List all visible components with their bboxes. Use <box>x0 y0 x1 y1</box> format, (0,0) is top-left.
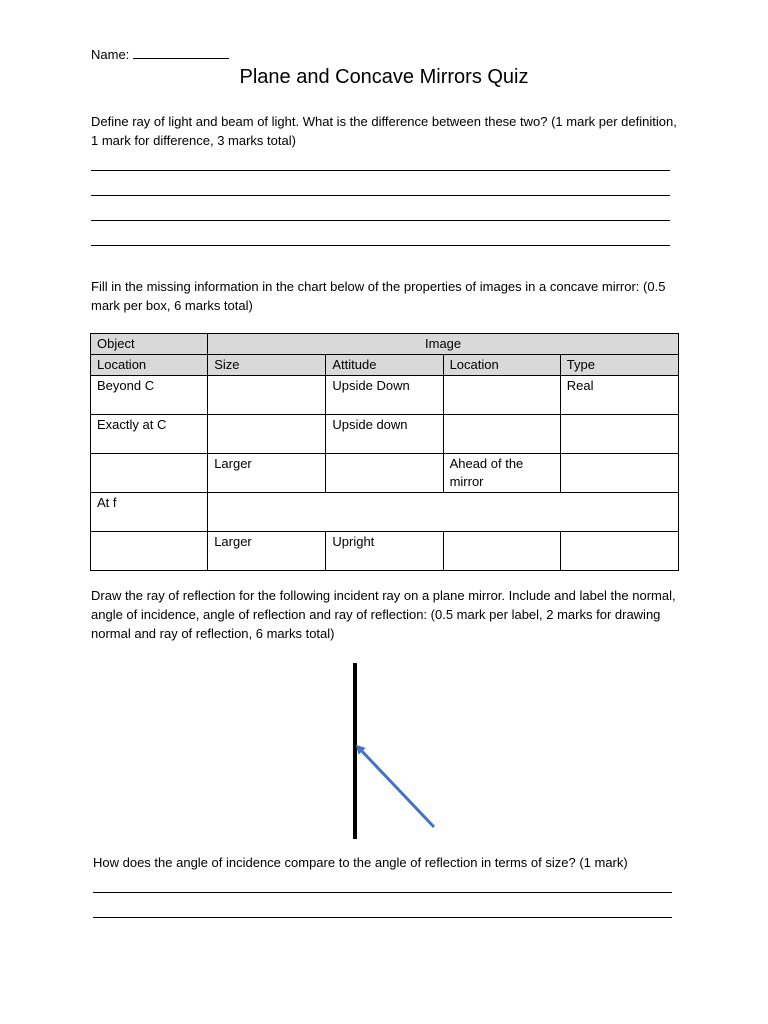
table-row <box>91 532 679 571</box>
column-header: Type <box>560 355 678 376</box>
answer-line[interactable] <box>91 220 670 221</box>
table-cell: At f <box>91 493 208 532</box>
table-cell: Upside Down <box>326 376 443 415</box>
table-row <box>91 493 679 532</box>
name-blank[interactable] <box>133 46 229 59</box>
name-field <box>91 46 229 62</box>
answer-line[interactable] <box>91 245 670 246</box>
table-cell-blank[interactable] <box>208 415 326 454</box>
table-cell-blank[interactable] <box>443 415 560 454</box>
header-image: Image <box>208 334 679 355</box>
table-cell: Larger <box>208 532 326 571</box>
table-cell-blank[interactable] <box>560 454 678 493</box>
answer-line[interactable] <box>93 892 672 893</box>
table-cell: Upright <box>326 532 443 571</box>
column-header: Size <box>208 355 326 376</box>
question-3: Draw the ray of reflection for the following incident ray on a plane mirror. Include and label the normal, angle of incidence, angle of reflection and ray of reflection: (0.5 mark per label, 2 marks for drawing normal and ray of reflection, 6 marks total) <box>91 588 676 641</box>
question-1: Define ray of light and beam of light. What is the difference between these two? (1 mark per definition, 1 mark for difference, 3 marks total) <box>91 114 677 148</box>
answer-line[interactable] <box>91 170 670 171</box>
table-cell-blank[interactable] <box>560 415 678 454</box>
name-label: Name: <box>91 47 130 62</box>
table-cell-blank[interactable] <box>91 532 208 571</box>
answer-line[interactable] <box>93 917 672 918</box>
image-properties-table <box>90 333 679 571</box>
table-cell-blank[interactable] <box>443 376 560 415</box>
table-cell: Real <box>560 376 678 415</box>
question-4: How does the angle of incidence compare to the angle of reflection in terms of size? (1 mark) <box>93 855 628 870</box>
group-header-row <box>91 334 679 355</box>
column-header-row <box>91 355 679 376</box>
table-cell: Larger <box>208 454 326 493</box>
question-2: Fill in the missing information in the chart below of the properties of images in a concave mirror: (0.5 mark per box, 6 marks total) <box>91 279 666 313</box>
page-title: Plane and Concave Mirrors Quiz <box>239 66 529 88</box>
table-cell: Exactly at C <box>91 415 208 454</box>
table-row <box>91 454 679 493</box>
table-cell-blank[interactable] <box>326 454 443 493</box>
table-cell-blank[interactable] <box>443 532 560 571</box>
table-cell: Ahead of the mirror <box>443 454 560 493</box>
column-header: Location <box>443 355 560 376</box>
column-header: Location <box>91 355 208 376</box>
table-row <box>91 376 679 415</box>
plane-mirror-diagram[interactable] <box>330 655 460 845</box>
answer-line[interactable] <box>91 195 670 196</box>
incident-ray <box>358 747 434 827</box>
table-cell: Upside down <box>326 415 443 454</box>
table-cell-blank[interactable] <box>91 454 208 493</box>
table-row <box>91 415 679 454</box>
column-header: Attitude <box>326 355 443 376</box>
header-object: Object <box>91 334 208 355</box>
table-cell-merged-blank[interactable] <box>208 493 679 532</box>
table-cell-blank[interactable] <box>560 532 678 571</box>
table-cell: Beyond C <box>91 376 208 415</box>
table-cell-blank[interactable] <box>208 376 326 415</box>
